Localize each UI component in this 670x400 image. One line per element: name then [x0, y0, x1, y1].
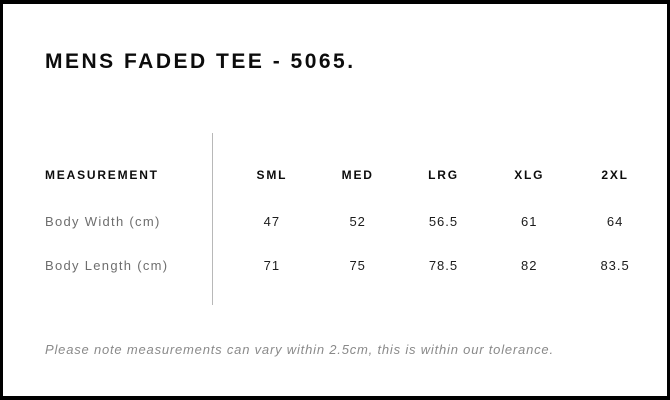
row-label-body-length: Body Length (cm)	[45, 257, 169, 273]
column-header-measurement: MEASUREMENT	[45, 168, 159, 182]
column-header-lrg: LRG	[428, 168, 459, 182]
column-header-med: MED	[341, 168, 374, 182]
column-header-2xl: 2XL	[601, 168, 629, 182]
body-length-2xl-value: 83.5	[600, 257, 630, 273]
body-width-sml-value: 47	[263, 213, 281, 229]
page-title: MENS FADED TEE - 5065.	[45, 50, 356, 73]
body-length-lrg-value: 78.5	[428, 257, 459, 273]
tolerance-note: Please note measurements can vary within 2.5cm, this is within our tolerance.	[45, 342, 554, 357]
table-row-body-length	[3, 253, 658, 277]
column-header-xlg: XLG	[514, 168, 545, 182]
body-width-lrg-value: 56.5	[428, 213, 459, 229]
table-row-body-width	[3, 209, 658, 233]
column-header-sml: SML	[256, 168, 288, 182]
table-header-row	[3, 163, 658, 187]
body-length-xlg-value: 82	[521, 257, 538, 273]
row-label-body-width: Body Width (cm)	[45, 213, 161, 229]
body-width-2xl-value: 64	[606, 213, 624, 229]
body-length-sml-value: 71	[263, 257, 281, 273]
body-width-med-value: 52	[349, 213, 366, 229]
body-length-med-value: 75	[349, 257, 366, 273]
body-width-xlg-value: 61	[521, 213, 538, 229]
